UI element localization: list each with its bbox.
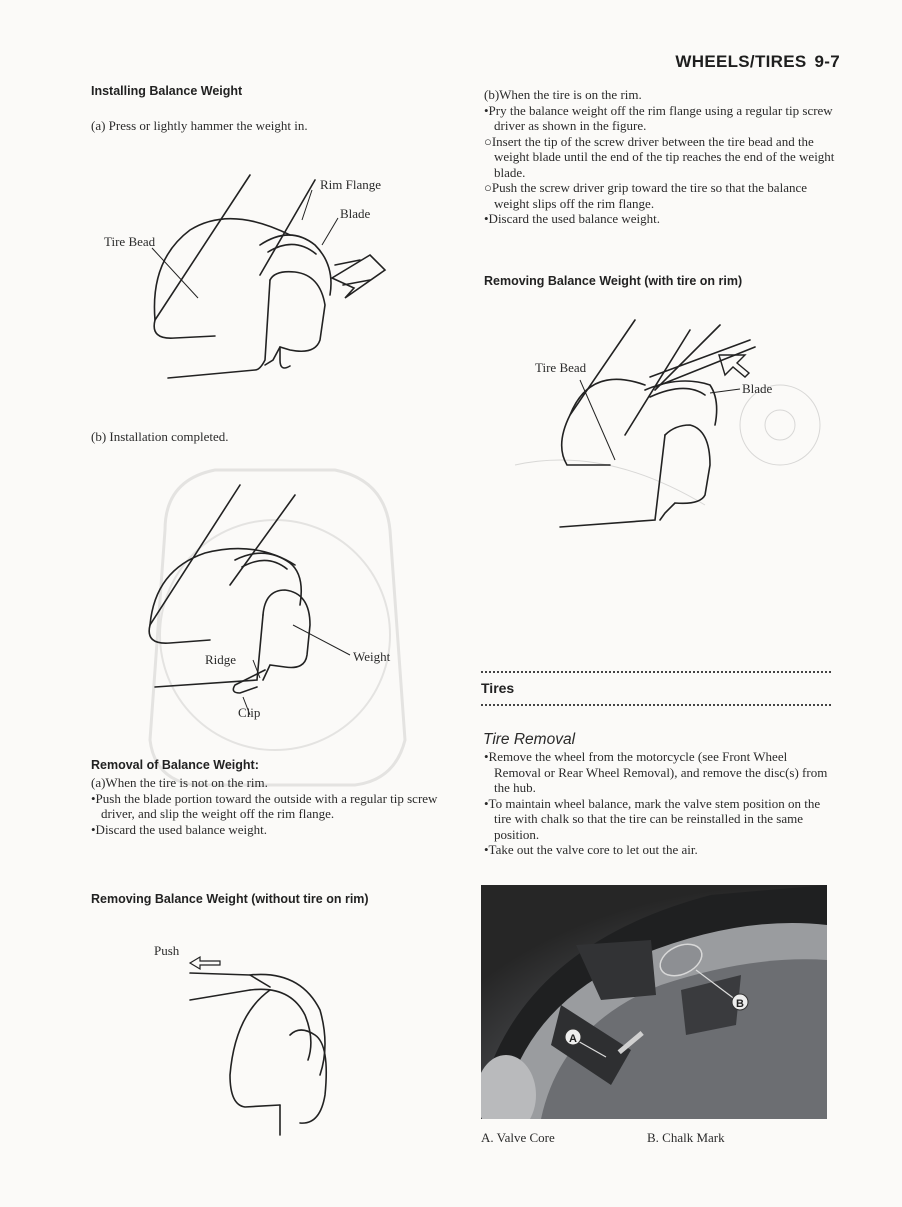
removal-line: •Discard the used balance weight. bbox=[91, 821, 268, 837]
label-clip: Clip bbox=[238, 705, 261, 720]
removal-line: •Push the blade portion toward the outside with a regular tip screw driver, and slip the weight off the rim flange. bbox=[91, 790, 438, 821]
label-tire-bead: Tire Bead bbox=[104, 234, 156, 249]
figure-remove-with-tire bbox=[505, 305, 825, 595]
label-push: Push bbox=[154, 943, 180, 958]
removal-text bbox=[91, 775, 440, 837]
photo-marker-b: B bbox=[736, 998, 744, 1010]
dotted-rule-top bbox=[481, 671, 831, 673]
removal-line: (a)When the tire is not on the rim. bbox=[91, 775, 268, 790]
tire-removal-title: Tire Removal bbox=[483, 731, 576, 748]
tire-removal-line: •Take out the valve core to let out the air. bbox=[484, 842, 698, 857]
label-blade-right: Blade bbox=[742, 381, 773, 396]
tire-removal-line: •To maintain wheel balance, mark the valve stem position on the tire with chalk so that the tire can be reinstalled in the same position. bbox=[484, 795, 821, 842]
valve-photo-drawing bbox=[481, 885, 827, 1119]
with-tire-line: •Discard the used balance weight. bbox=[484, 211, 661, 226]
step-b-text: (b) Installation completed. bbox=[91, 429, 229, 444]
installing-heading: Installing Balance Weight bbox=[91, 84, 243, 98]
valve-photo bbox=[481, 885, 827, 1119]
page-header bbox=[675, 52, 840, 72]
tires-title: Tires bbox=[481, 680, 515, 696]
label-rim-flange: Rim Flange bbox=[320, 177, 382, 192]
without-tire-heading: Removing Balance Weight (without tire on rim) bbox=[91, 892, 369, 906]
photo-marker-a: A bbox=[569, 1033, 577, 1045]
with-tire-line: •Pry the balance weight off the rim flange using a regular tip screw driver as shown in the figure. bbox=[484, 102, 833, 133]
figure-installation-completed bbox=[145, 475, 415, 725]
tire-removal-text bbox=[484, 749, 832, 858]
with-tire-heading: Removing Balance Weight (with tire on rim) bbox=[484, 274, 743, 288]
label-weight: Weight bbox=[353, 649, 391, 664]
label-blade: Blade bbox=[340, 206, 371, 221]
with-tire-line: (b)When the tire is on the rim. bbox=[484, 87, 642, 102]
removal-heading: Removal of Balance Weight: bbox=[91, 758, 259, 772]
with-tire-line: ○Insert the tip of the screw driver between the tire bead and the weight blade until the end of the tip reaches the end of the weight blade. bbox=[484, 133, 835, 180]
label-tire-bead-right: Tire Bead bbox=[535, 360, 587, 375]
figure-press-weight bbox=[80, 160, 410, 395]
with-tire-line: ○Push the screw driver grip toward the tire so that the balance weight slips off the rim flange. bbox=[484, 180, 808, 211]
page-number: 9-7 bbox=[814, 52, 840, 71]
caption-valve-core: A. Valve Core bbox=[481, 1130, 555, 1145]
section-title: WHEELS/TIRES bbox=[675, 52, 807, 71]
dotted-rule-bottom bbox=[481, 704, 831, 706]
label-ridge: Ridge bbox=[205, 652, 237, 667]
tire-removal-line: •Remove the wheel from the motorcycle (see Front Wheel Removal or Rear Wheel Removal), and remove the disc(s) from the hub. bbox=[484, 749, 828, 795]
caption-chalk-mark: B. Chalk Mark bbox=[647, 1130, 725, 1145]
with-tire-text bbox=[484, 87, 836, 227]
figure-remove-without-tire bbox=[150, 935, 380, 1145]
step-a-text: (a) Press or lightly hammer the weight in. bbox=[91, 118, 308, 133]
